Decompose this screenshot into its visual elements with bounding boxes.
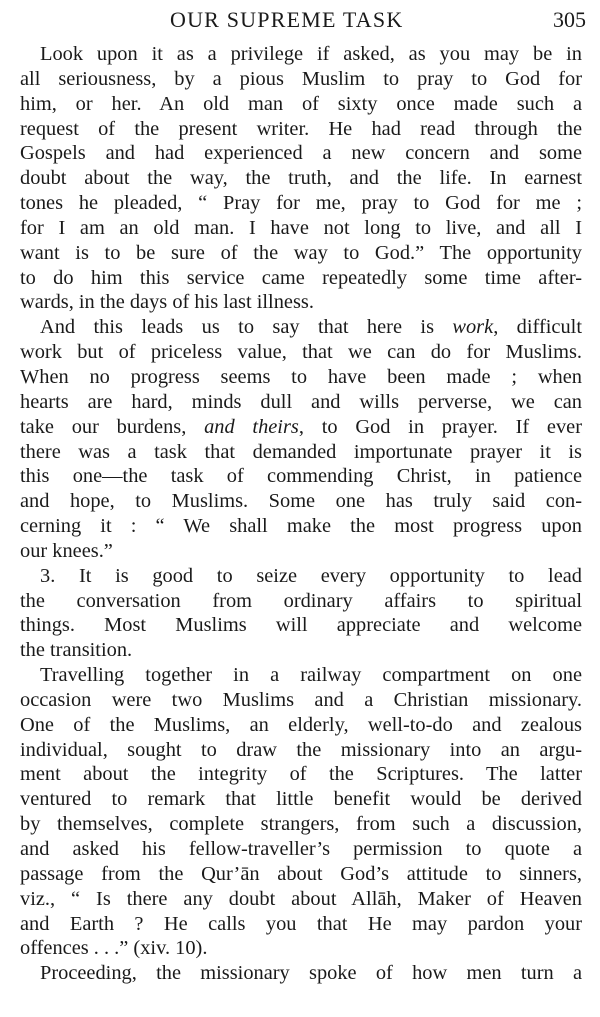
text-line: Gospels and had experienced a new concern and some: [20, 142, 582, 165]
text-line: this one—the task of commending Christ, in patience: [20, 465, 582, 488]
text-line: the transition.: [20, 639, 133, 662]
text-line: there was a task that demanded importunate prayer it is: [20, 440, 582, 463]
text-line: [20, 415, 582, 440]
italic-emphasis: and theirs: [204, 415, 299, 438]
text-line: One of the Muslims, an elderly, well-to-do and zealous: [20, 713, 582, 736]
paragraph-first-line: 3. It is good to seize every opportunity to lead: [40, 564, 582, 587]
text-line: and asked his fellow-traveller’s permission to quote a: [20, 838, 582, 860]
text-line: doubt about the way, the truth, and the life. In earnest: [20, 167, 582, 190]
paragraph-first-line: [20, 315, 582, 340]
text-line: When no progress seems to have been made ; when: [20, 365, 582, 388]
text-line: ventured to remark that little benefit would be derived: [20, 788, 582, 811]
text-line: want is to be sure of the way to God.” The opportunity: [20, 241, 582, 264]
text-segment: take our burdens,: [20, 415, 205, 438]
running-title: OUR SUPREME TASK: [170, 7, 404, 32]
text-line: cerning it : “ We shall make the most progress upon: [20, 515, 582, 538]
text-line: him, or her. An old man of sixty once made such a: [20, 92, 582, 115]
text-line: tones he pleaded, “ Pray for me, pray to God for me ;: [20, 192, 582, 215]
text-line: viz., “ Is there any doubt about Allāh, Maker of Heaven: [20, 887, 582, 910]
text-line: request of the present writer. He had read through the: [20, 117, 582, 140]
body-text: [20, 42, 582, 986]
text-line: to do him this service came repeatedly some time after-: [20, 266, 582, 289]
text-line: all seriousness, by a pious Muslim to pray to God for: [20, 67, 582, 90]
paragraph-first-line: Travelling together in a railway compartment on one: [40, 664, 582, 687]
text-line: by themselves, complete strangers, from such a discussion,: [20, 813, 582, 836]
text-line: individual, sought to draw the missionary into an argu-: [20, 738, 582, 761]
italic-emphasis: work: [452, 316, 494, 339]
text-line: things. Most Muslims will appreciate and welcome: [20, 614, 582, 637]
text-line: occasion were two Muslims and a Christian missionary.: [20, 688, 582, 711]
text-segment: , difficult: [493, 316, 582, 339]
text-line: offences . . .” (xiv. 10).: [20, 937, 208, 960]
text-line: and hope, to Muslims. Some one has truly said con-: [20, 490, 582, 513]
paragraph-first-line: Proceeding, the missionary spoke of how men turn a: [40, 962, 582, 985]
text-line: passage from the Qur’ān about God’s attitude to sinners,: [20, 862, 582, 885]
text-line: and Earth ? He calls you that He may pardon your: [20, 912, 582, 935]
text-line: the conversation from ordinary affairs to spiritual: [20, 589, 582, 612]
text-line: ment about the integrity of the Scriptures. The latter: [20, 763, 582, 786]
text-segment: , to God in prayer. If ever: [298, 415, 583, 438]
page-number: 305: [553, 7, 586, 32]
text-line: work but of priceless value, that we can do for Muslims.: [20, 341, 582, 364]
text-line: hearts are hard, minds dull and wills perverse, we can: [20, 390, 582, 413]
running-header: [0, 7, 600, 37]
text-segment: And this leads us to say that here is: [40, 316, 453, 339]
text-line: wards, in the days of his last illness.: [20, 291, 314, 314]
text-line: our knees.”: [20, 539, 113, 562]
text-line: for I am an old man. I have not long to live, and all I: [20, 216, 582, 239]
paragraph-first-line: Look upon it as a privilege if asked, as you may be in: [40, 43, 582, 65]
